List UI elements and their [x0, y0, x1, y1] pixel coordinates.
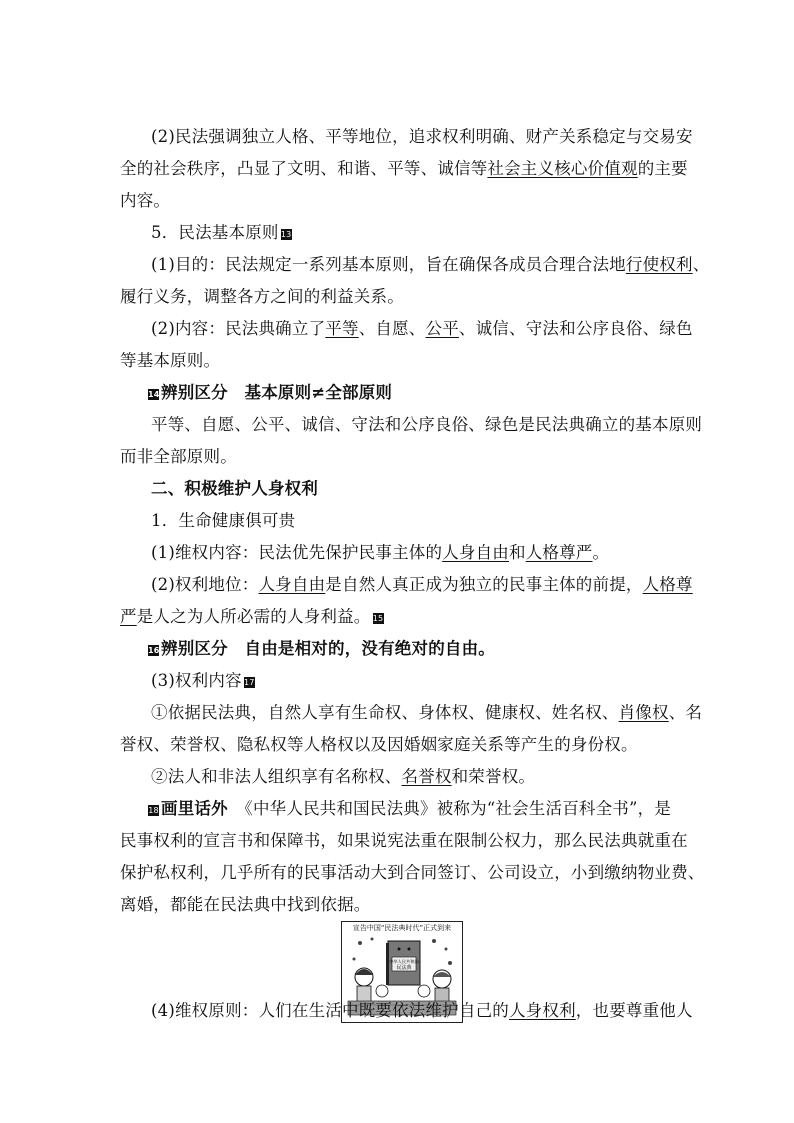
underlined-term: 人格尊 — [642, 575, 693, 594]
text: 誉权、荣誉权、隐私权等人格权以及因婚姻家庭关系等产生的身份权。 — [120, 735, 638, 754]
section-heading — [151, 222, 680, 244]
underlined-term: 行使权利 — [625, 255, 693, 274]
book-name: 民法典 — [396, 965, 412, 971]
text: 是自然人真正成为独立的民事主体的前提， — [325, 575, 643, 594]
text: 履行义务，调整各方之间的利益关系。 — [120, 287, 404, 306]
underlined-term: 人身自由 — [442, 543, 509, 562]
marker-icon: 18 — [148, 806, 159, 815]
marker-icon: 16 — [148, 646, 160, 655]
text: 、诚信、守法和公序良俗、绿色 — [458, 319, 693, 338]
text: 的主要 — [637, 159, 688, 178]
text: (2)民法强调独立人格、平等地位，追求权利明确、财产关系稳定与交易安 — [151, 127, 693, 146]
text: (2)权利地位： — [151, 575, 259, 594]
marker-icon: 13 — [280, 230, 292, 239]
commentary-label: 画里话外 — [161, 799, 228, 818]
text: 而非全部原则。 — [120, 447, 237, 466]
text: 和 — [509, 543, 526, 562]
text: (3)权利内容 — [151, 671, 242, 690]
paragraph-line — [120, 894, 680, 916]
text: 是人之为人所必需的人身利益。 — [136, 607, 371, 626]
text: (1)目的：民法规定一系列基本原则，旨在确保各成员合理合法地 — [151, 255, 626, 274]
paragraph-line — [151, 254, 710, 276]
section-heading — [151, 478, 680, 500]
text: 、名 — [668, 703, 703, 722]
paragraph-line — [151, 1000, 693, 1022]
underlined-term: 人身自由 — [258, 575, 326, 594]
text: (2)内容：民法典确立了 — [151, 319, 326, 338]
text: 辨别区分 自由是相对的，没有绝对的自由。 — [161, 639, 495, 658]
underlined-term: 人身权利 — [508, 1001, 576, 1020]
text: 等基本原则。 — [120, 351, 221, 370]
underlined-term: 严 — [120, 607, 137, 626]
text: 保护私权利，几乎所有的民事活动大到合同签订、公司设立，小到缴纳物业费、 — [120, 863, 705, 882]
figure-caption: 宣告中国“民法典时代”正式到来 — [352, 924, 452, 932]
underlined-term: 名誉权 — [401, 767, 452, 786]
paragraph-line — [151, 702, 703, 724]
text: 辨别区分 基本原则≠全部原则 — [161, 383, 393, 402]
text: 平等、自愿、公平、诚信、守法和公序良俗、绿色是民法典确立的基本原则 — [151, 415, 703, 434]
text: (4)维权原则：人们在生活中既要依法维护自己的 — [151, 1001, 509, 1020]
marker-icon: 17 — [243, 678, 255, 687]
text: 民事权利的宣言书和保障书，如果说宪法重在限制公权力，那么民法典就重在 — [120, 831, 688, 850]
book-title: 中华人民共和国 — [389, 959, 419, 964]
sub-heading — [151, 510, 680, 532]
distinguish-note — [146, 382, 675, 404]
paragraph-line — [120, 190, 680, 212]
text: 和荣誉权。 — [451, 767, 536, 786]
paragraph-line — [120, 734, 680, 756]
text: 5．民法基本原则 — [151, 223, 279, 242]
text: 离婚，都能在民法典中找到依据。 — [120, 895, 371, 914]
paragraph-line — [151, 574, 693, 596]
marker-icon: 15 — [372, 614, 384, 623]
underlined-term: 肖像权 — [618, 703, 669, 722]
paragraph-line — [120, 862, 705, 884]
picture-commentary — [146, 798, 675, 820]
distinguish-note — [146, 638, 675, 660]
sub-heading — [151, 670, 680, 692]
paragraph-line — [151, 318, 693, 340]
paragraph-line — [151, 542, 680, 564]
text: ①依据民法典，自然人享有生命权、身体权、健康权、姓名权、 — [151, 703, 619, 722]
paragraph-line — [120, 158, 688, 180]
underlined-term: 人格尊严 — [525, 543, 593, 562]
text: 全的社会秩序，凸显了文明、和谐、平等、诚信等 — [120, 159, 488, 178]
paragraph-line — [120, 446, 680, 468]
paragraph-line — [151, 126, 693, 148]
text: ②法人和非法人组织享有名称权、 — [151, 767, 402, 786]
text: 。 — [592, 543, 610, 562]
text: 内容。 — [120, 191, 171, 210]
text: ，也要尊重他人 — [575, 1001, 693, 1020]
text: 《中华人民共和国民法典》被称为“社会生活百科全书”，是 — [244, 799, 672, 818]
underlined-term: 公平 — [425, 319, 459, 338]
paragraph-line — [120, 350, 680, 372]
text: 1．生命健康俱可贵 — [151, 511, 296, 530]
underlined-term: 平等 — [325, 319, 359, 338]
text: (1)维权内容：民法优先保护民事主体的 — [151, 543, 443, 562]
paragraph-line — [120, 830, 688, 852]
text: 、自愿、 — [358, 319, 426, 338]
paragraph-line — [151, 414, 703, 436]
paragraph-line — [151, 766, 680, 788]
paragraph-line — [120, 606, 680, 628]
text: 、 — [692, 255, 710, 274]
paragraph-line — [120, 286, 680, 308]
underlined-term: 社会主义核心价值观 — [487, 159, 638, 178]
marker-icon: 14 — [148, 390, 160, 399]
text: 二、积极维护人身权利 — [151, 479, 318, 498]
